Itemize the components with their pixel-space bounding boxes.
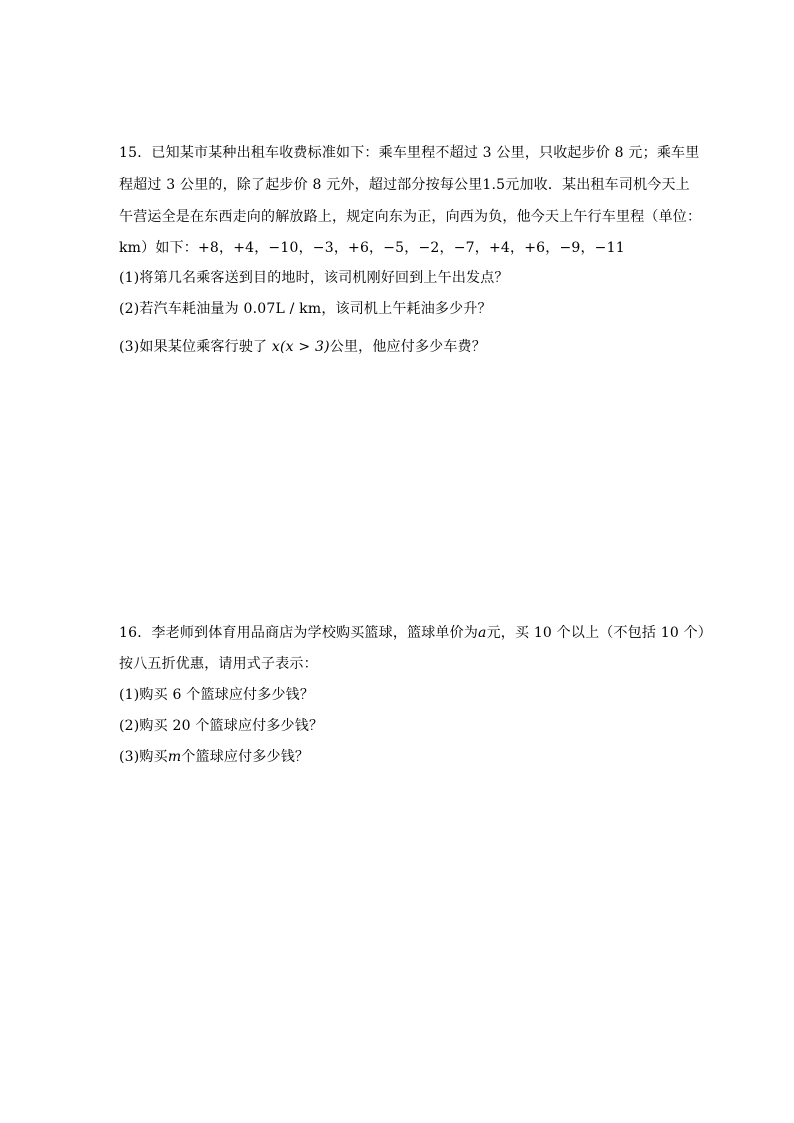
problem-15-question-3-prefix: (3)如果某位乘客行驶了 xyxy=(119,339,272,355)
problem-15-question-1: (1)将第几名乘客送到目的地时，该司机刚好回到上午出发点？ xyxy=(119,270,509,286)
problem-16-question-1: (1)购买 6 个篮球应付多少钱？ xyxy=(119,687,315,703)
problem-15-line-3: 午营运全是在东西走向的解放路上，规定向东为正，向西为负，他今天上午行车里程（单位： xyxy=(119,209,702,225)
problem-16-question-3 xyxy=(119,747,689,767)
problem-16-line-2: 按八五折优惠，请用式子表示： xyxy=(119,656,318,672)
problem-15-question-2: (2)若汽车耗油量为 0.07L / km，该司机上午耗油多少升？ xyxy=(119,301,492,317)
problem-15-line-2: 程超过 3 公里的，除了起步价 8 元外，超过部分按每公里1.5元加收．某出租车司机今天上 xyxy=(119,177,690,193)
problem-16-line-1-prefix: 16．李老师到体育用品商店为学校购买篮球，篮球单价为 xyxy=(119,625,479,641)
problem-16-question-2: (2)购买 20 个篮球应付多少钱？ xyxy=(119,718,324,734)
problem-16-line-1 xyxy=(119,623,712,643)
problem-15-question-3-suffix: 公里，他应付多少车费？ xyxy=(329,339,486,355)
problem-16-question-3-math: m xyxy=(167,749,182,765)
problem-15-question-3-math: x(x > 3) xyxy=(271,339,330,355)
problem-16-line-1-math: a xyxy=(478,625,487,641)
problem-16-question-3-suffix: 个篮球应付多少钱？ xyxy=(181,749,310,765)
problem-16-question-3-prefix: (3)购买 xyxy=(119,749,168,765)
problem-15-question-3 xyxy=(119,337,689,357)
problem-15-line-1: 15．已知某市某种出租车收费标准如下：乘车里程不超过 3 公里，只收起步价 8 元；乘车里 xyxy=(119,145,700,161)
problem-16-line-1-suffix: 元，买 10 个以上（不包括 10 个） xyxy=(486,625,712,641)
problem-15-line-4: km）如下：+8，+4，−10，−3，+6，−5，−2，−7，+4，+6，−9，−11 xyxy=(119,240,625,256)
